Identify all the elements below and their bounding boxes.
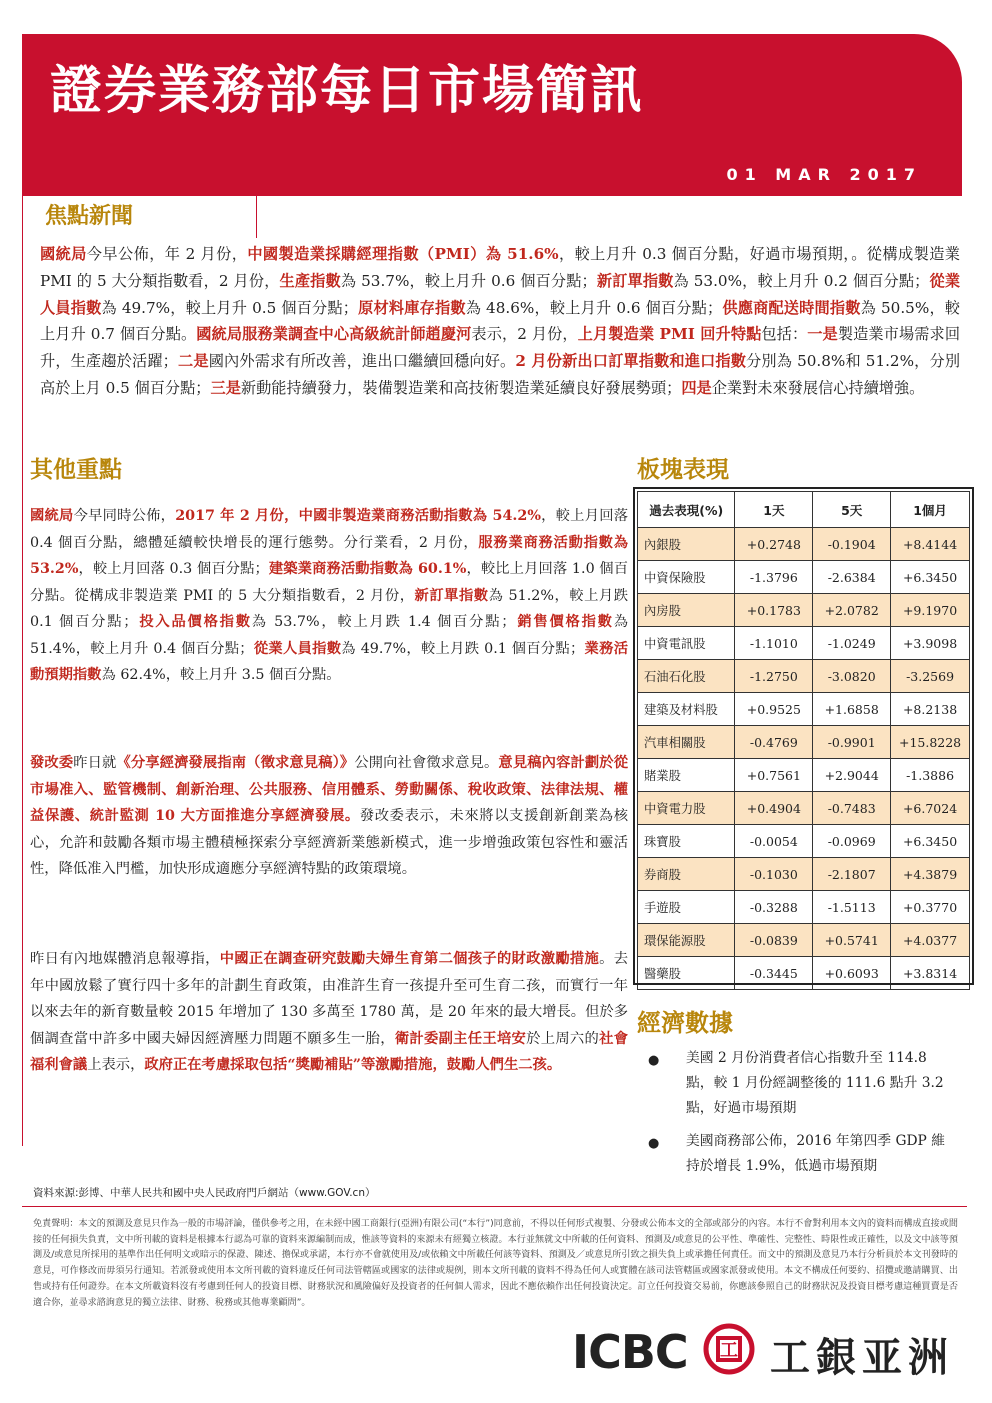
list-item (648, 1129, 958, 1179)
sector-name-cell: 環保能源股 (638, 924, 735, 957)
sector-name-cell: 券商股 (638, 858, 735, 891)
highlighted-text: 新訂單指數 (596, 271, 674, 290)
value-cell: -0.3445 (735, 957, 813, 990)
highlighted-text: 從業人員指數 (253, 640, 342, 657)
table-row (638, 660, 970, 693)
body-text: 為 51.2%，較上月跌 0.1 個百分點； (30, 587, 628, 630)
value-cell: -0.3288 (735, 891, 813, 924)
table-row (638, 825, 970, 858)
value-cell: +0.3770 (891, 891, 970, 924)
highlighted-text: 意見稿內容計劃於從市場准入、監管機制、創新治理、公共服務、信用體系、勞動關係、稅收政策、法律法規、權益保護、統計監測 10 大方面推進分享經濟發展。 (30, 755, 629, 824)
body-text: 於上周六的 (526, 1030, 600, 1047)
highlighted-text: 中國正在調查研究鼓勵夫婦生育第二個孩子的財政激勵措施 (219, 951, 600, 967)
value-cell: +9.1970 (891, 594, 970, 627)
data-source: 資料來源:彭博、中華人民共和國中央人民政府門戶網站（www.GOV.cn） (33, 1187, 376, 1199)
highlighted-text: 《分享經濟發展指南（徵求意見稿）》 (116, 755, 355, 771)
body-text: 今早同時公佈， (73, 508, 176, 524)
body-text: 製造業市場需求回升，生產趨於活躍； (40, 325, 961, 371)
body-text: 今早公佈，年 2 月份， (86, 245, 248, 263)
sector-name-cell: 中資電力股 (638, 792, 735, 825)
body-text: ，較比上月回落 1.0 個百分點。從構成非製造業 PMI 的 5 大分類指數看，2 月份， (30, 561, 629, 604)
body-text: 新動能持續發力，裝備製造業和高技術製造業延續良好發展勢頭； (240, 378, 682, 397)
sector-name-cell: 汽車相關股 (638, 726, 735, 759)
body-text: 發改委表示，未來將以支援創新創業為核心，允許和鼓勵各類市場主體積極探索分享經濟新業態新模式，進一步增強政策包容性和靈活性，降低准入門檻，加快形成適應分享經濟特點的政策環境。 (30, 808, 628, 877)
value-cell: +15.8228 (891, 726, 970, 759)
bullet-icon: ● (648, 1136, 660, 1151)
table-row (638, 858, 970, 891)
value-cell: +3.9098 (891, 627, 970, 660)
other-paragraph-3 (30, 946, 628, 1079)
table-row (638, 759, 970, 792)
table-row (638, 594, 970, 627)
body-text: 為 53.7%，較上月升 0.6 個百分點； (340, 271, 597, 290)
body-text: ，較上月回落 0.4 個百分點，總體延續較快增長的運行態勢。分行業看，2 月份， (30, 508, 629, 551)
table-row (638, 627, 970, 660)
economic-data-heading: 經濟數據 (637, 1009, 733, 1037)
body-text: 為 48.6%，較上月升 0.6 個百分點； (465, 298, 723, 317)
list-item-text: 美國 2 月份消費者信心指數升至 114.8 點，較 1 月份經調整後的 111.6 點升 3.2 點，好過市場預期 (686, 1050, 944, 1116)
value-cell: +8.4144 (891, 528, 970, 561)
other-paragraph-1 (30, 503, 628, 689)
value-cell: -2.6384 (813, 561, 891, 594)
table-header-row (638, 492, 970, 528)
value-cell: -1.0249 (813, 627, 891, 660)
value-cell: +0.4904 (735, 792, 813, 825)
other-paragraph-2 (30, 750, 628, 883)
highlighted-text: 國統局 (30, 508, 74, 524)
value-cell: +0.6093 (813, 957, 891, 990)
highlighted-text: 國統局服務業調查中心高級統計師趙慶河 (196, 325, 472, 344)
table-row (638, 792, 970, 825)
sector-heading: 板塊表現 (637, 457, 729, 483)
body-text: 分別為 50.8%和 51.2%，分別高於上月 0.5 個百分點； (40, 352, 961, 397)
body-text: ，較上月升 0.3 個百分點，好過市場預期，。從構成製造業 PMI 的 5 大分類指數看，2 月份， (40, 245, 960, 290)
highlighted-text: 發改委 (30, 755, 74, 771)
logo-chinese-name: 工銀亚洲 (770, 1335, 954, 1381)
highlighted-text: 建築業商務活動指數為 60.1% (268, 561, 467, 577)
highlighted-text: 原材料庫存指數 (357, 298, 466, 317)
highlighted-text: 業務活動預期指數 (30, 640, 628, 683)
body-text: 。去年中國放鬆了實行四十多年的計劃生育政策，由准許生育一孩提升至可生育二孩，而實行一年以來去年的新育數量較 2015 年增加了 130 多萬至 1780 萬，是 20 年來的最大增長。但於多個調查當中許多中國夫婦因經濟壓力問題不願多生一胎， (30, 951, 628, 1047)
table-row (638, 924, 970, 957)
economic-data-list (648, 1046, 958, 1187)
table-row (638, 528, 970, 561)
body-text: 上表示， (87, 1057, 145, 1073)
highlighted-text: 供應商配送時間指數 (722, 298, 861, 317)
value-cell: +4.3879 (891, 858, 970, 891)
column-header-1d: 1天 (735, 492, 813, 528)
value-cell: +6.7024 (891, 792, 970, 825)
body-text: 為 53.7%，較上月跌 1.4 個百分點； (251, 614, 516, 630)
sector-name-cell: 珠寶股 (638, 825, 735, 858)
sector-name-cell: 中資電訊股 (638, 627, 735, 660)
focus-heading: 焦點新聞 (45, 204, 134, 229)
sector-name-cell: 建築及材料股 (638, 693, 735, 726)
value-cell: +0.2748 (735, 528, 813, 561)
highlighted-text: 二是 (177, 352, 209, 371)
list-item (648, 1046, 958, 1121)
value-cell: -3.0820 (813, 660, 891, 693)
value-cell: +2.0782 (813, 594, 891, 627)
body-text: 企業對未來發展信心持續增強。 (711, 378, 925, 397)
value-cell: -0.9901 (813, 726, 891, 759)
table-row (638, 891, 970, 924)
footer-divider (22, 1206, 967, 1207)
value-cell: +4.0377 (891, 924, 970, 957)
table-row (638, 957, 970, 990)
highlighted-text: 從業人員指數 (40, 271, 961, 317)
highlighted-text: 四是 (681, 378, 712, 397)
column-header-1m: 1個月 (891, 492, 970, 528)
highlighted-text: 2017 年 2 月份，中國非製造業商務活動指數為 54.2% (175, 508, 541, 524)
highlighted-text: 上月製造業 PMI 回升特點 (577, 325, 762, 344)
value-cell: +6.3450 (891, 561, 970, 594)
value-cell: -1.2750 (735, 660, 813, 693)
value-cell: -0.0969 (813, 825, 891, 858)
body-text: ，較上月回落 0.3 個百分點； (78, 561, 269, 577)
focus-news-body (40, 241, 960, 402)
sector-name-cell: 賭業股 (638, 759, 735, 792)
value-cell: -0.0839 (735, 924, 813, 957)
list-item-text: 美國商務部公佈，2016 年第四季 GDP 維持於增長 1.9%，低過市場預期 (686, 1133, 945, 1174)
sector-name-cell: 醫藥股 (638, 957, 735, 990)
highlighted-text: 服務業商務活動指數為 53.2% (30, 534, 628, 577)
body-text: 為 49.7%，較上月升 0.5 個百分點； (101, 298, 358, 317)
value-cell: +8.2138 (891, 693, 970, 726)
body-text: 昨日就 (73, 755, 117, 771)
highlighted-text: 2 月份新出口訂單指數和進口指數 (515, 352, 747, 371)
highlighted-text: 政府正在考慮採取包括“獎勵補貼”等激勵措施，鼓勵人們生二孩。 (144, 1057, 562, 1073)
value-cell: -0.1904 (813, 528, 891, 561)
highlighted-text: 銷售價格指數 (515, 614, 614, 630)
highlighted-text: 中國製造業採購經理指數（PMI）為 51.6% (247, 245, 559, 263)
page-title: 證券業務部每日市場簡訊 (50, 61, 645, 121)
value-cell: -0.4769 (735, 726, 813, 759)
value-cell: +2.9044 (813, 759, 891, 792)
value-cell: +0.5741 (813, 924, 891, 957)
sector-performance-table (637, 491, 970, 990)
table-row (638, 726, 970, 759)
sector-name-cell: 中資保險股 (638, 561, 735, 594)
bullet-icon: ● (648, 1053, 660, 1068)
value-cell: +1.6858 (813, 693, 891, 726)
value-cell: +0.7561 (735, 759, 813, 792)
highlighted-text: 國統局 (40, 245, 87, 263)
body-text: 國內外需求有所改善，進出口繼續回穩向好。 (208, 352, 516, 371)
body-text: 表示，2 月份， (471, 325, 578, 344)
logo-wordmark: ICBC (572, 1325, 688, 1379)
sector-name-cell: 石油石化股 (638, 660, 735, 693)
table-row (638, 561, 970, 594)
column-header-5d: 5天 (813, 492, 891, 528)
sector-name-cell: 內銀股 (638, 528, 735, 561)
seal-character: 工 (720, 1340, 738, 1361)
value-cell: +0.1783 (735, 594, 813, 627)
value-cell: +6.3450 (891, 825, 970, 858)
highlighted-text: 社會福利會議 (30, 1030, 629, 1073)
other-highlights-heading: 其他重點 (30, 457, 122, 483)
value-cell: -1.1010 (735, 627, 813, 660)
highlighted-text: 衛計委副主任王培安 (394, 1030, 527, 1047)
highlighted-text: 生產指數 (279, 271, 341, 290)
highlighted-text: 投入品價格指數 (137, 614, 252, 630)
left-border-rule (22, 196, 23, 1146)
sector-name-cell: 手遊股 (638, 891, 735, 924)
value-cell: -0.0054 (735, 825, 813, 858)
highlighted-text: 一是 (807, 325, 838, 344)
value-cell: -0.1030 (735, 858, 813, 891)
body-text: 昨日有內地媒體消息報導指， (30, 951, 220, 967)
body-text: 為 51.4%，較上月升 0.4 個百分點； (30, 614, 628, 657)
body-text: 包括： (761, 325, 808, 344)
table-row (638, 693, 970, 726)
body-text: 為 50.5%，較上月升 0.7 個百分點。 (40, 298, 960, 344)
disclaimer-text: 免責聲明：本文的預測及意見只作為一般的市場評論，僅供參考之用，在未經中國工商銀行(亞洲)有限公司(“本行”)同意前，不得以任何形式複製、分發或公佈本文的全部或部分的內容。本行不會對利用本文內的資料而構成直接或間接的任何損失負責，文中所刊載的資料是根據本行認為可靠的資料來源編制而成，惟該等資料的來源未有經獨立核證。本行並無就文中所載的任何資料、預測及/或意見的公平性、準確性、完整性、時限性或正確性，以及文中該等預測及/或意見所採用的基準作出任何明文或暗示的保證、陳述、擔保或承諾，本行亦不會就使用及/或依賴文中所載任何該等資料、預測及／或意見所引致之損失負上或承擔任何責任。而文中的預測及意見乃本行分析員於本文刊發時的意見，可作修改而毋須另行通知。若派發或使用本文所刊載的資料違反任何司法管轄區或國家的法律或規例，則本文所刊載的資料不得為任何人或實體在該司法管轄區或國家派發或使用。本文不構成任何要約、招攬或邀請購買、出售或持有任何證券。在本文所載資料沒有考慮到任何人的投資目標、財務狀況和風險偏好及投資者的任何個人需求，因此不應依賴作出任何投資決定。訂立任何投資交易前，你應該參照自己的財務狀況及投資目標考慮這種買賣是否適合你，並尋求諮詢意見的獨立法律、財務、稅務或其他專業顧問”。 (33, 1219, 958, 1308)
value-cell: -1.3796 (735, 561, 813, 594)
highlighted-text: 新訂單指數 (414, 587, 489, 604)
value-cell: -1.3886 (891, 759, 970, 792)
icbc-seal-icon (702, 1322, 756, 1376)
value-cell: -2.1807 (813, 858, 891, 891)
value-cell: -0.7483 (813, 792, 891, 825)
value-cell: +3.8314 (891, 957, 970, 990)
value-cell: -3.2569 (891, 660, 970, 693)
issue-date: 01 MAR 2017 (726, 165, 922, 184)
column-header-period: 過去表現(%) (638, 492, 735, 528)
highlighted-text: 三是 (210, 378, 241, 397)
value-cell: +0.9525 (735, 693, 813, 726)
value-cell: -1.5113 (813, 891, 891, 924)
body-text: 為 53.0%，較上月升 0.2 個百分點； (673, 271, 930, 290)
sector-name-cell: 內房股 (638, 594, 735, 627)
body-text: 公開向社會徵求意見。 (354, 755, 499, 771)
body-text: 為 49.7%，較上月跌 0.1 個百分點； (341, 640, 585, 657)
icbc-logo (572, 1320, 962, 1380)
body-text: 為 62.4%，較上月升 3.5 個百分點。 (101, 667, 341, 683)
